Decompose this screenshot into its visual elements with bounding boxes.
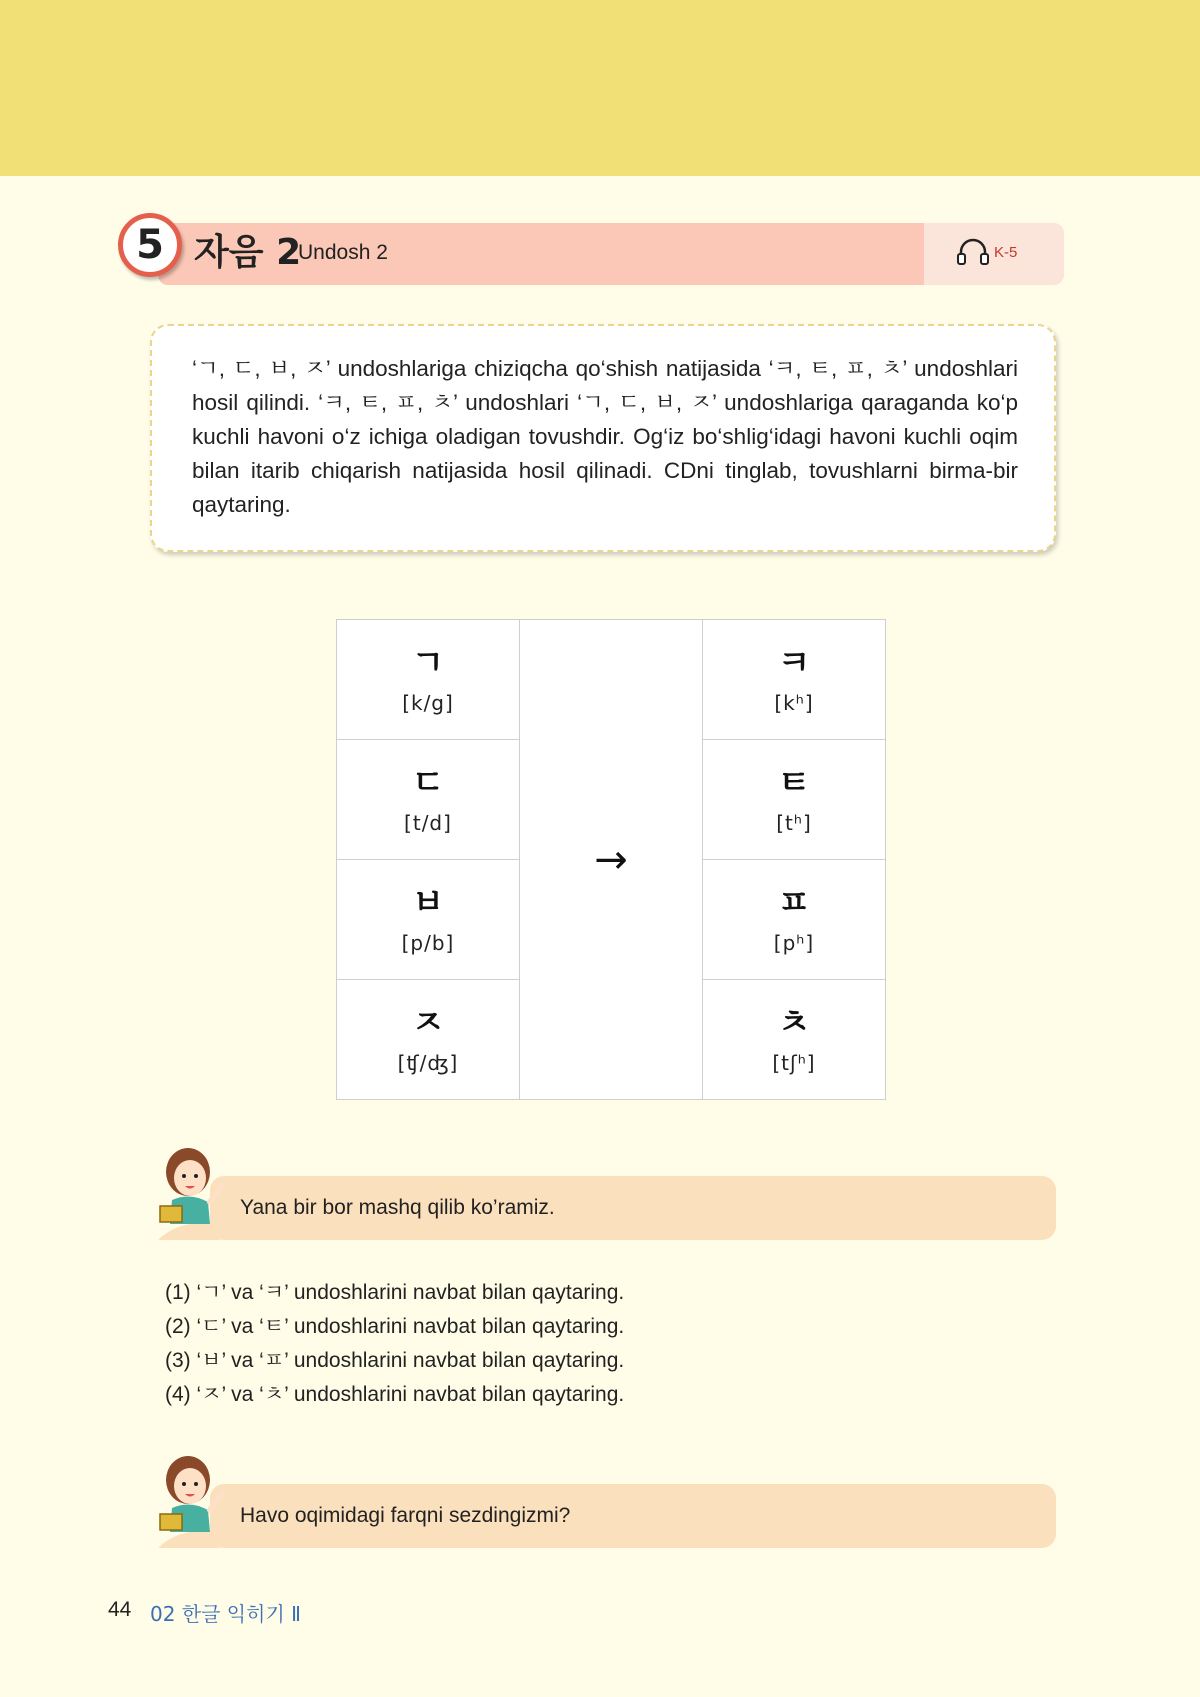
plain-consonant-cell bbox=[337, 860, 520, 980]
consonant-pronunciation: [tʰ] bbox=[776, 810, 812, 835]
consonant-letter: ㅊ bbox=[777, 1002, 811, 1043]
arrow-cell bbox=[520, 620, 703, 1100]
consonant-letter: ㄱ bbox=[411, 642, 445, 683]
chapter-title: 02 한글 익히기 Ⅱ bbox=[150, 1602, 301, 1626]
audio-track-code: K-5 bbox=[994, 244, 1018, 261]
section-title-korean: 자음 2 bbox=[194, 232, 302, 273]
teacher-character-icon bbox=[150, 1140, 240, 1240]
list-item: (3) ‘ㅂ’ va ‘ㅍ’ undoshlarini navbat bilan qaytaring. bbox=[165, 1349, 625, 1372]
speech-text: Havo oqimidagi farqni sezdingizmi? bbox=[240, 1504, 571, 1527]
consonant-letter: ㅈ bbox=[411, 1002, 445, 1043]
list-item: (1) ‘ㄱ’ va ‘ㅋ’ undoshlarini navbat bilan qaytaring. bbox=[165, 1281, 625, 1304]
plain-consonant-cell bbox=[337, 740, 520, 860]
section-number-badge: 5 bbox=[118, 213, 182, 277]
consonant-letter: ㅍ bbox=[777, 882, 811, 923]
speech-practice-again bbox=[150, 1140, 1056, 1240]
consonant-letter: ㅋ bbox=[777, 642, 811, 683]
exercise-list bbox=[165, 1276, 624, 1412]
table-row bbox=[337, 620, 886, 740]
consonant-letter: ㅂ bbox=[411, 882, 445, 923]
headphones-icon bbox=[956, 238, 990, 266]
page-number: 44 bbox=[108, 1598, 132, 1621]
aspirated-consonant-cell bbox=[703, 980, 886, 1100]
consonant-pronunciation: [p/b] bbox=[401, 930, 455, 955]
list-item: (2) ‘ㄷ’ va ‘ㅌ’ undoshlarini navbat bilan qaytaring. bbox=[165, 1315, 625, 1338]
consonant-pronunciation: [k/g] bbox=[402, 690, 454, 715]
speech-text: Yana bir bor mashq qilib ko’ramiz. bbox=[240, 1196, 555, 1219]
consonant-pronunciation: [pʰ] bbox=[773, 930, 815, 955]
section-title-uzbek: Undosh 2 bbox=[298, 241, 388, 264]
top-color-band bbox=[0, 0, 1200, 176]
consonant-pronunciation: [tʃʰ] bbox=[772, 1050, 816, 1075]
plain-consonant-cell bbox=[337, 980, 520, 1100]
consonant-letter: ㄷ bbox=[411, 762, 445, 803]
consonant-pronunciation: [kʰ] bbox=[774, 690, 814, 715]
list-item: (4) ‘ㅈ’ va ‘ㅊ’ undoshlarini navbat bilan qaytaring. bbox=[165, 1383, 625, 1406]
aspirated-consonant-cell bbox=[703, 860, 886, 980]
right-arrow-icon: → bbox=[594, 836, 628, 883]
instruction-box bbox=[150, 324, 1056, 552]
aspirated-consonant-cell bbox=[703, 740, 886, 860]
consonant-pronunciation: [t/d] bbox=[404, 810, 452, 835]
speech-airflow-question bbox=[150, 1448, 1056, 1548]
plain-consonant-cell bbox=[337, 620, 520, 740]
teacher-character-icon bbox=[150, 1448, 240, 1548]
aspirated-consonant-cell bbox=[703, 620, 886, 740]
consonant-pronunciation: [ʧ/ʤ] bbox=[397, 1050, 459, 1075]
consonant-table bbox=[336, 619, 886, 1100]
instruction-text: ‘ㄱ, ㄷ, ㅂ, ㅈ’ undoshlariga chiziqcha qo‘shish natijasida ‘ㅋ, ㅌ, ㅍ, ㅊ’ undoshlari hosil qilindi. ‘ㅋ, ㅌ, ㅍ, ㅊ’ undoshlari ‘ㄱ, ㄷ, ㅂ, ㅈ’ undoshlariga qaraganda ko‘p kuchli havoni o‘z ichiga oladigan tovushdir. Og‘iz bo‘shlig‘idagi havoni kuchli oqim bilan itarib chiqarish natijasida hosil qilinadi. CDni tinglab, tovushlarni birma-bir qaytaring. bbox=[192, 356, 1018, 517]
section-header bbox=[118, 213, 1058, 283]
consonant-letter: ㅌ bbox=[777, 762, 811, 803]
